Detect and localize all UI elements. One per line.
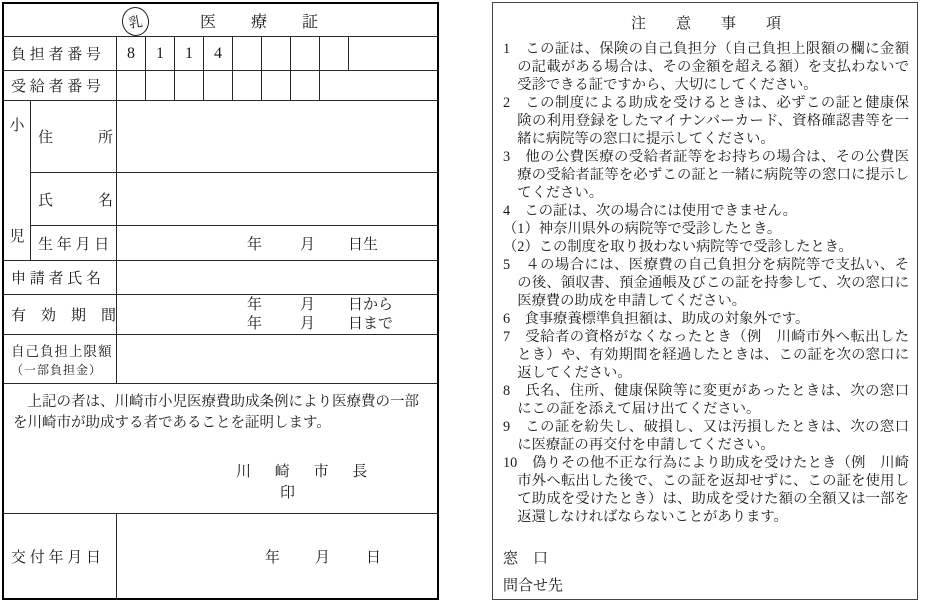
valid-period-dates — [117, 295, 437, 334]
birthdate-value — [117, 226, 437, 260]
payer-digit-cell — [320, 37, 349, 70]
address-row — [31, 101, 437, 173]
payer-number-label: 負 担 者 番 号 — [4, 37, 117, 70]
payer-digit-cell: 4 — [204, 37, 233, 70]
copay-limit-label — [4, 335, 117, 383]
payer-digit-cell: 8 — [117, 37, 146, 70]
window-label: 窓 口 — [503, 551, 549, 567]
payer-digit-cell — [233, 37, 262, 70]
payer-number-extra-cell — [349, 37, 437, 70]
recipient-number-row — [4, 71, 437, 101]
note-item: 3 他の公費医療の受給者証等をお持ちの場合は、その公費医療の受給者証等を必ずこの証と一緒に病院等の窓口に提示してください。 — [503, 149, 909, 201]
note-item: 7 受給者の資格がなくなったとき（例 川崎市外へ転出したとき）や、有効期間を経過したときは、この証を次の窓口に返してください。 — [503, 329, 909, 381]
day-unit: 日生 — [348, 236, 379, 253]
day-unit: 日 — [366, 549, 382, 566]
recipient-digit-cell — [175, 71, 204, 100]
note-item: 10 偽りその他不正な行為により助成を受けたとき（例 川崎市外へ転出した後で、この証を返却せずに、この証を使用して助成を受けたとき）は、助成を受けた額の全額又は一部を返還しなければならないことがあります。 — [503, 455, 909, 525]
copay-limit-label-line2: （一部負担金） — [11, 363, 103, 377]
month-unit: 月 — [315, 549, 331, 566]
year-unit: 年 — [247, 236, 263, 253]
note-item: 4 この証は、次の場合には使用できません。 — [503, 203, 797, 219]
recipient-digit-cell — [204, 71, 233, 100]
valid-to-line — [117, 315, 437, 334]
recipient-digit-cell — [117, 71, 146, 100]
address-value — [117, 101, 437, 172]
recipient-digit-cell — [233, 71, 262, 100]
notes-panel — [492, 2, 918, 600]
recipient-digit-cell — [262, 71, 291, 100]
applicant-name-label: 申 請 者 氏 名 — [4, 261, 117, 294]
valid-from-line — [117, 296, 437, 315]
child-section — [4, 101, 437, 261]
month-unit: 月 — [300, 296, 316, 313]
note-item: 2 この制度による助成を受けるときは、必ずこの証と健康保険の利用登録をしたマイナンバーカード、資格確認書等を一緒に病院等の窓口に提示してください。 — [503, 95, 909, 147]
year-unit: 年 — [247, 315, 263, 332]
recipient-number-label: 受 給 者 番 号 — [4, 71, 117, 100]
copay-limit-row — [4, 335, 437, 384]
year-unit: 年 — [247, 296, 263, 313]
certificate-card — [2, 2, 439, 600]
payer-digit-cell — [291, 37, 320, 70]
name-value — [117, 173, 437, 225]
notes-list — [503, 40, 909, 526]
issue-date-label: 交 付 年 月 日 — [4, 514, 117, 598]
issue-date-value — [117, 514, 437, 598]
note-item: 1 この証は、保険の自己負担分（自己負担上限額の欄に金額の記載がある場合は、その金額を超える額）を支払わないで受診できる証ですから、大切にしてください。 — [503, 41, 909, 93]
child-label-bottom: 児 — [9, 229, 25, 245]
birthdate-row — [31, 226, 437, 260]
payer-digit-cell: 1 — [175, 37, 204, 70]
child-label-top: 小 — [9, 118, 25, 134]
notes-title: 注 意 事 項 — [630, 16, 781, 32]
applicant-name-value — [117, 261, 437, 294]
payer-digit-cell — [262, 37, 291, 70]
copay-limit-label-line1: 自己負担上限額 — [11, 344, 113, 359]
month-unit: 月 — [300, 236, 316, 253]
address-label: 住 所 — [31, 101, 117, 172]
birthdate-label: 生 年 月 日 — [31, 226, 117, 260]
recipient-digit-cell — [291, 71, 320, 100]
applicant-name-row — [4, 261, 437, 295]
payer-digit-cell: 1 — [146, 37, 175, 70]
certification-statement: 上記の者は、川崎市小児医療費助成条例により医療費の一部を川崎市が助成する者であることを証明します。 — [13, 394, 419, 431]
mayor-signature-line — [236, 460, 428, 502]
certificate-header — [4, 4, 437, 37]
seal-placeholder: 印 — [280, 485, 296, 501]
valid-period-label: 有 効 期 間 — [4, 295, 117, 334]
child-vertical-label — [4, 101, 31, 260]
month-unit: 月 — [300, 315, 316, 332]
note-item: 6 食事療養標準負担額は、助成の対象外です。 — [503, 311, 810, 327]
day-unit: 日から — [348, 296, 394, 313]
recipient-number-extra-cell — [320, 71, 437, 100]
certification-statement-block — [4, 384, 437, 514]
note-item: 8 氏名、住所、健康保険等に変更があったときは、次の窓口にこの証を添えて届け出てください。 — [503, 383, 909, 417]
name-label: 氏 名 — [31, 173, 117, 225]
day-unit: 日まで — [348, 315, 394, 332]
mayor-title: 川 崎 市 長 — [236, 464, 378, 480]
name-row — [31, 173, 437, 226]
recipient-digit-cell — [146, 71, 175, 100]
note-subitem: （2）この制度を取り扱わない病院等で受診したとき。 — [503, 239, 853, 255]
infant-mark: 乳 — [127, 14, 144, 32]
child-rows — [31, 101, 437, 260]
note-subitem: （1）神奈川県外の病院等で受診したとき。 — [503, 221, 782, 237]
birthdate-ymd — [117, 226, 437, 260]
certificate-title: 医 療 証 — [199, 13, 319, 31]
payer-number-cells — [117, 37, 437, 70]
note-item: 9 この証を紛失し、破損し、又は汚損したときは、次の窓口に医療証の再交付を申請してください。 — [503, 419, 909, 453]
issue-date-ymd — [117, 514, 437, 598]
recipient-number-cells — [117, 71, 437, 100]
valid-period-row — [4, 295, 437, 335]
note-item: 5 ４の場合には、医療費の自己負担分を病院等で支払い、その後、領収書、預金通帳及びこの証を持参して、次の窓口に医療費の助成を申請してください。 — [503, 257, 909, 309]
payer-number-row — [4, 37, 437, 71]
valid-period-value — [117, 295, 437, 334]
year-unit: 年 — [265, 549, 281, 566]
contact-label: 問合せ先 — [503, 578, 564, 594]
issue-date-row — [4, 514, 437, 598]
copay-limit-value — [117, 335, 437, 383]
